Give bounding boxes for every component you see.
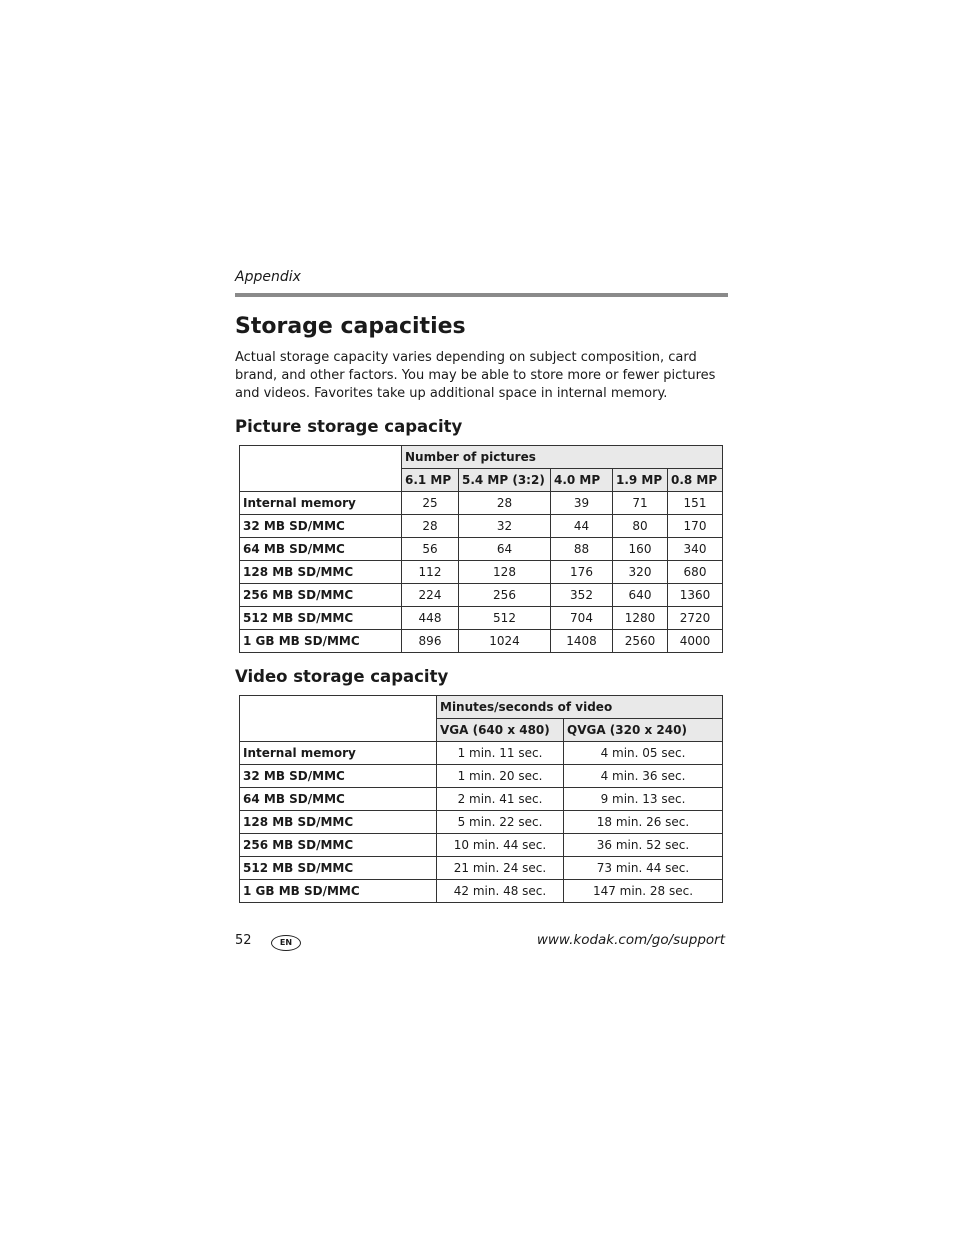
column-header: 1.9 MP [613,469,668,492]
table-cell: 21 min. 24 sec. [437,857,564,880]
table-cell: 640 [613,584,668,607]
row-label: 64 MB SD/MMC [240,538,402,561]
table-cell: 1280 [613,607,668,630]
table-row [240,630,723,653]
video-capacity-table [239,695,723,903]
table-cell: 25 [402,492,459,515]
section-label: Appendix [235,269,301,285]
table-corner [240,446,402,492]
table-cell: 28 [459,492,551,515]
row-label: 512 MB SD/MMC [240,607,402,630]
header-rule [235,293,728,297]
row-label: 32 MB SD/MMC [240,515,402,538]
table-cell: 18 min. 26 sec. [564,811,723,834]
table-cell: 39 [551,492,613,515]
page-title: Storage capacities [235,314,466,339]
video-table-body [240,742,723,903]
table-row [240,584,723,607]
table-row [240,607,723,630]
table-cell: 147 min. 28 sec. [564,880,723,903]
table-cell: 340 [668,538,723,561]
column-header: 6.1 MP [402,469,459,492]
table-cell: 2720 [668,607,723,630]
table-cell: 128 [459,561,551,584]
table-cell: 320 [613,561,668,584]
table-cell: 5 min. 22 sec. [437,811,564,834]
picture-table-body [240,492,723,653]
table-cell: 42 min. 48 sec. [437,880,564,903]
table-row [240,492,723,515]
table-row [240,857,723,880]
row-label: 256 MB SD/MMC [240,834,437,857]
table-cell: 224 [402,584,459,607]
table-row [240,765,723,788]
table-cell: 704 [551,607,613,630]
table-cell: 4 min. 36 sec. [564,765,723,788]
column-header: 0.8 MP [668,469,723,492]
table-cell: 1360 [668,584,723,607]
row-label: Internal memory [240,742,437,765]
column-header: QVGA (320 x 240) [564,719,723,742]
page-footer [235,931,725,953]
table-cell: 448 [402,607,459,630]
intro-paragraph: Actual storage capacity varies depending on subject composition, card brand, and other factors. You may be able to store more or fewer pictures and videos. Favorites take up additional space in internal memory. [235,350,716,401]
table-cell: 36 min. 52 sec. [564,834,723,857]
support-url[interactable]: www.kodak.com/go/support [536,932,725,948]
row-label: 32 MB SD/MMC [240,765,437,788]
table-cell: 56 [402,538,459,561]
table-cell: 71 [613,492,668,515]
table-cell: 1 min. 11 sec. [437,742,564,765]
table-row [240,834,723,857]
table-cell: 151 [668,492,723,515]
table-cell: 28 [402,515,459,538]
table-cell: 352 [551,584,613,607]
row-label: 512 MB SD/MMC [240,857,437,880]
table-cell: 170 [668,515,723,538]
table-row [240,788,723,811]
row-label: Internal memory [240,492,402,515]
table-cell: 1024 [459,630,551,653]
table-row [240,742,723,765]
video-group-header: Minutes/seconds of video [437,696,723,719]
table-cell: 10 min. 44 sec. [437,834,564,857]
table-cell: 9 min. 13 sec. [564,788,723,811]
picture-group-header: Number of pictures [402,446,723,469]
table-row [240,515,723,538]
table-row [240,561,723,584]
column-header: VGA (640 x 480) [437,719,564,742]
table-cell: 32 [459,515,551,538]
table-cell: 80 [613,515,668,538]
table-cell: 44 [551,515,613,538]
row-label: 1 GB MB SD/MMC [240,630,402,653]
page-content [235,268,728,903]
table-cell: 112 [402,561,459,584]
table-cell: 73 min. 44 sec. [564,857,723,880]
table-cell: 64 [459,538,551,561]
table-cell: 160 [613,538,668,561]
video-heading: Video storage capacity [235,667,449,686]
table-cell: 4 min. 05 sec. [564,742,723,765]
row-label: 128 MB SD/MMC [240,811,437,834]
page-number: 52 [235,933,252,948]
column-header: 4.0 MP [551,469,613,492]
table-cell: 680 [668,561,723,584]
picture-capacity-table [239,445,723,653]
table-cell: 176 [551,561,613,584]
row-label: 64 MB SD/MMC [240,788,437,811]
table-row [240,811,723,834]
table-row [240,880,723,903]
row-label: 256 MB SD/MMC [240,584,402,607]
table-cell: 1 min. 20 sec. [437,765,564,788]
row-label: 128 MB SD/MMC [240,561,402,584]
table-corner [240,696,437,742]
row-label: 1 GB MB SD/MMC [240,880,437,903]
table-cell: 2560 [613,630,668,653]
table-cell: 4000 [668,630,723,653]
table-cell: 2 min. 41 sec. [437,788,564,811]
language-badge: EN [271,935,301,951]
column-header: 5.4 MP (3:2) [459,469,551,492]
table-row [240,538,723,561]
table-cell: 256 [459,584,551,607]
table-cell: 88 [551,538,613,561]
table-cell: 1408 [551,630,613,653]
table-cell: 512 [459,607,551,630]
picture-heading: Picture storage capacity [235,417,463,436]
table-cell: 896 [402,630,459,653]
